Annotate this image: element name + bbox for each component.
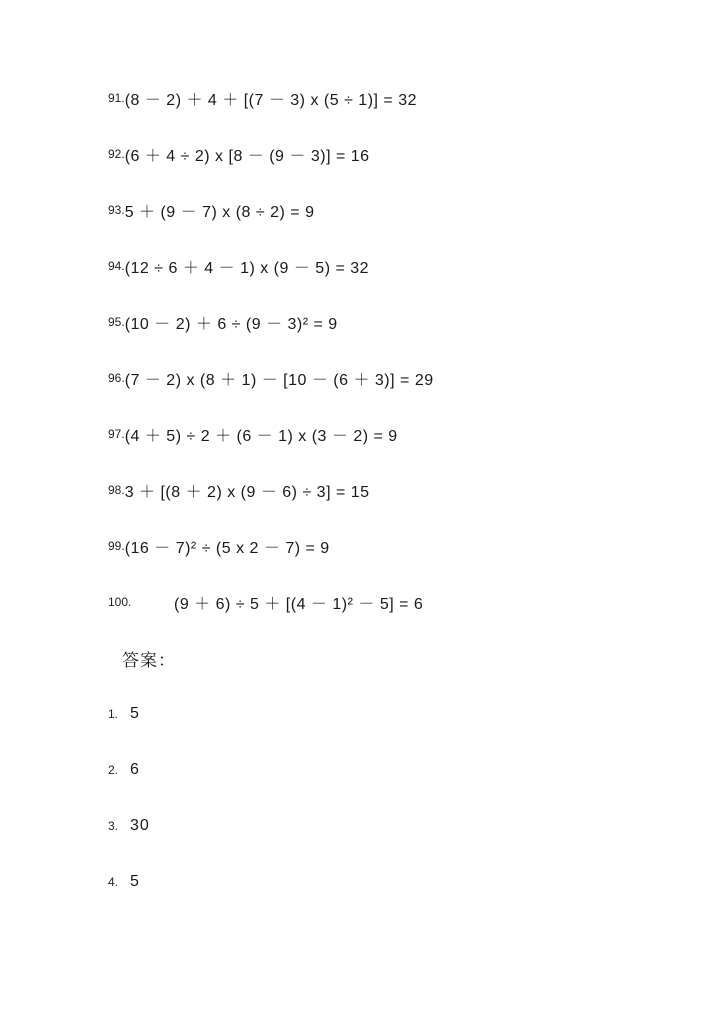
problem-number: 95. (108, 315, 125, 329)
answer-2 (108, 758, 140, 782)
answers-heading: 答案： (122, 651, 176, 671)
problem-96 (108, 366, 434, 390)
problem-number: 99. (108, 539, 125, 553)
problem-expression: (4 ＋ 5) ÷ 2 ＋ (6 － 1) x (3 － 2) = 9 (124, 427, 398, 445)
problem-expression: 5 ＋ (9 － 7) x (8 ÷ 2) = 9 (124, 203, 315, 221)
problem-expression: (12 ÷ 6 ＋ 4 － 1) x (9 － 5) = 32 (124, 259, 370, 277)
answer-number: 2. (108, 763, 119, 777)
answer-number: 4. (108, 875, 119, 889)
answer-1 (108, 702, 140, 726)
answer-4 (108, 870, 140, 894)
problem-number: 97. (108, 427, 125, 441)
problem-95 (108, 310, 338, 334)
problem-expression: (7 － 2) x (8 ＋ 1) － [10 － (6 ＋ 3)] = 29 (124, 371, 434, 389)
problem-97 (108, 422, 398, 446)
problem-expression: (9 ＋ 6) ÷ 5 ＋ [(4 － 1)² － 5] = 6 (174, 595, 424, 613)
problem-100 (108, 590, 423, 614)
answer-number: 3. (108, 819, 119, 833)
problem-98 (108, 478, 370, 502)
answer-value: 5 (130, 873, 140, 890)
problem-number: 100. (108, 595, 132, 609)
problem-number: 96. (108, 371, 125, 385)
problem-number: 98. (108, 483, 125, 497)
problem-number: 91. (108, 91, 125, 105)
problem-expression: (16 － 7)² ÷ (5 x 2 － 7) = 9 (124, 539, 330, 557)
problem-expression: (8 － 2) ＋ 4 ＋ [(7 － 3) x (5 ÷ 1)] = 32 (124, 91, 417, 109)
answer-value: 6 (130, 761, 140, 778)
problem-93 (108, 198, 314, 222)
problem-number: 92. (108, 147, 125, 161)
answer-3 (108, 814, 150, 838)
problem-expression: 3 ＋ [(8 ＋ 2) x (9 － 6) ÷ 3] = 15 (124, 483, 370, 501)
problem-number: 94. (108, 259, 125, 273)
problem-expression: (10 － 2) ＋ 6 ÷ (9 － 3)² = 9 (124, 315, 338, 333)
problem-92 (108, 142, 370, 166)
problem-91 (108, 86, 417, 110)
problem-number: 93. (108, 203, 125, 217)
answer-number: 1. (108, 707, 119, 721)
problem-expression: (6 ＋ 4 ÷ 2) x [8 － (9 － 3)] = 16 (124, 147, 370, 165)
answer-value: 5 (130, 705, 140, 722)
problem-99 (108, 534, 330, 558)
problem-94 (108, 254, 369, 278)
answer-value: 30 (130, 817, 150, 834)
